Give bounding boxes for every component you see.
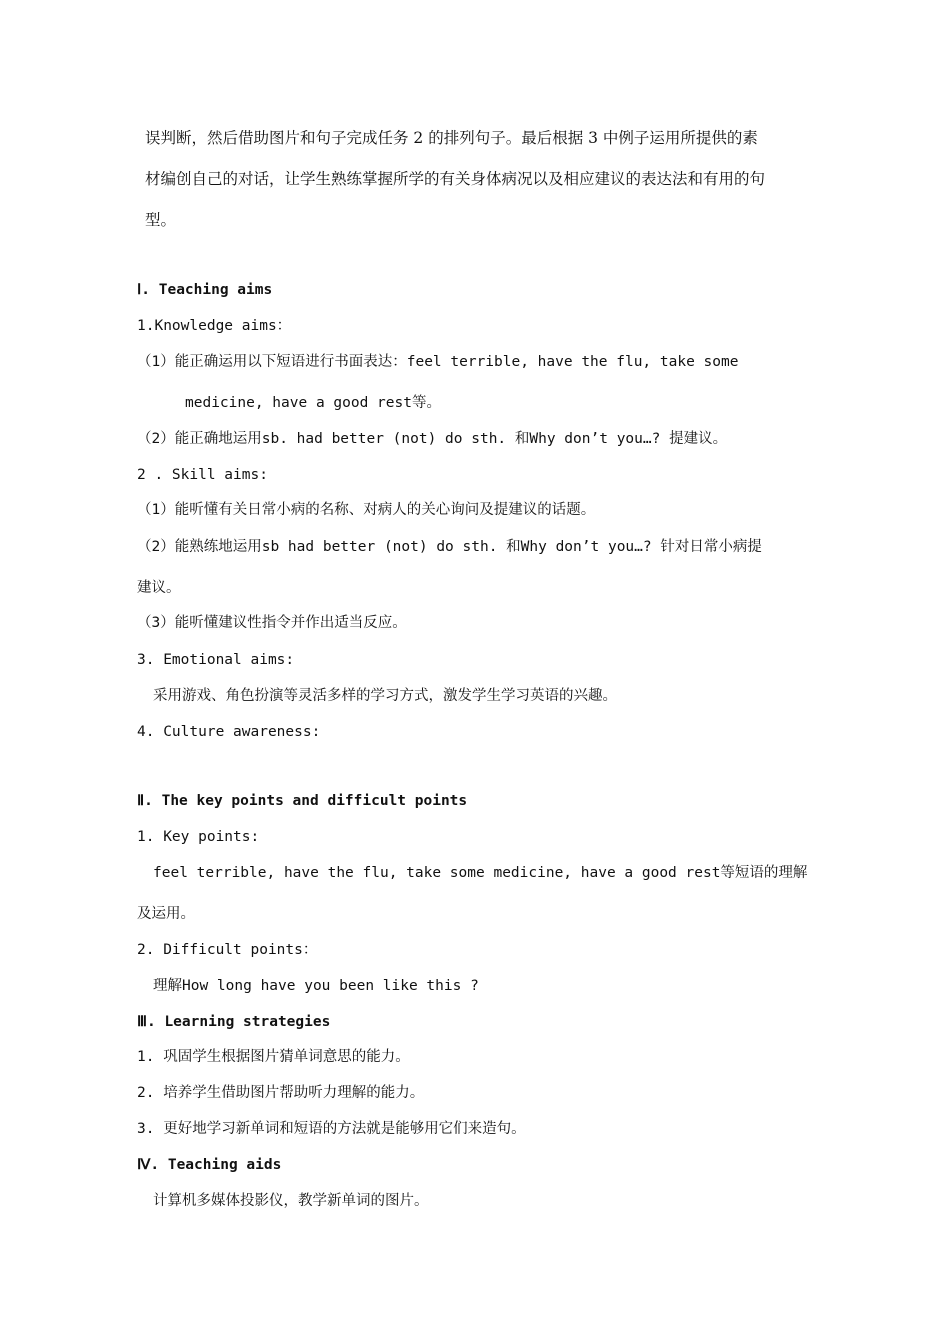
emotional-aims-text: 采用游戏、角色扮演等灵活多样的学习方式，激发学生学习英语的兴趣。 (153, 688, 617, 704)
skill-aim-3: （3）能听懂建议性指令并作出适当反应。 (137, 615, 407, 631)
skill-aim-2-line-1: （2）能熟练地运用sb had better (not) do sth. 和Why don’t you…? 针对日常小病提 (137, 539, 762, 555)
emotional-aims-title: 3. Emotional aims: (137, 652, 295, 668)
knowledge-aims-title: 1.Knowledge aims： (137, 318, 292, 334)
section-heading-learning-strategies: Ⅲ. Learning strategies (137, 1014, 331, 1030)
strategy-item: 3. 更好地学习新单词和短语的方法就是能够用它们来造句。 (137, 1121, 526, 1137)
skill-aim-1: （1）能听懂有关日常小病的名称、对病人的关心询问及提建议的话题。 (137, 502, 596, 518)
key-points-line-2: 及运用。 (137, 906, 195, 922)
intro-line-3: 型。 (145, 211, 177, 229)
skill-aim-2-line-2: 建议。 (137, 580, 181, 596)
key-points-title: 1. Key points: (137, 829, 260, 845)
difficult-points-title: 2. Difficult points： (137, 942, 318, 958)
strategy-item: 1. 巩固学生根据图片猜单词意思的能力。 (137, 1049, 410, 1065)
section-heading-teaching-aims: Ⅰ. Teaching aims (137, 282, 273, 298)
culture-awareness-title: 4. Culture awareness: (137, 724, 321, 740)
knowledge-aim-2: （2）能正确地运用sb. had better (not) do sth. 和Why don’t you…? 提建议。 (137, 431, 728, 447)
skill-aims-title: 2 . Skill aims: (137, 467, 268, 483)
strategy-item: 2. 培养学生借助图片帮助听力理解的能力。 (137, 1085, 425, 1101)
knowledge-aim-1-line-1: （1）能正确运用以下短语进行书面表达：feel terrible, have the flu, take some (137, 354, 739, 370)
intro-line-2: 材编创自己的对话，让学生熟练掌握所学的有关身体病况以及相应建议的表达法和有用的句 (145, 170, 766, 188)
teaching-aids-text: 计算机多媒体投影仪，教学新单词的图片。 (153, 1193, 429, 1209)
section-heading-teaching-aids: Ⅳ. Teaching aids (137, 1157, 282, 1173)
knowledge-aim-1-line-2: medicine, have a good rest等。 (185, 395, 441, 411)
difficult-points-text: 理解How long have you been like this ? (153, 978, 479, 994)
intro-line-1: 误判断，然后借助图片和句子完成任务 2 的排列句子。最后根据 3 中例子运用所提供的素 (145, 129, 758, 147)
key-points-line-1: feel terrible, have the flu, take some medicine, have a good rest等短语的理解 (153, 865, 808, 881)
section-heading-key-points: Ⅱ. The key points and difficult points (137, 793, 468, 809)
